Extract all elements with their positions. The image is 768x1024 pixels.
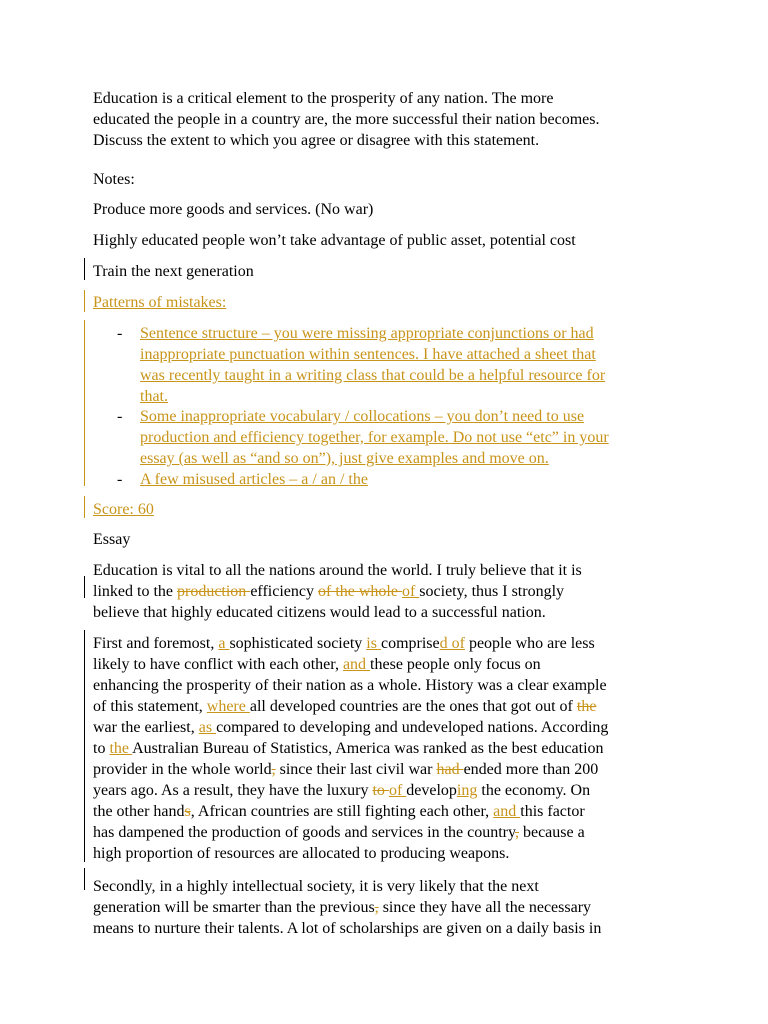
essay-text: because a <box>518 824 585 841</box>
inserted-text: the <box>109 740 133 757</box>
essay-prompt <box>93 88 693 151</box>
change-bar <box>84 868 85 890</box>
score-label: Score: 60 <box>93 501 154 518</box>
inserted-text: of <box>388 782 407 799</box>
essay-text: linked to the <box>93 583 177 600</box>
deleted-text: production <box>176 583 251 600</box>
essay-text: , African countries are still fighting each other, <box>190 803 494 820</box>
essay-heading: Essay <box>93 531 131 548</box>
prompt-line: Discuss the extent to which you agree or disagree with this statement. <box>93 132 540 149</box>
feedback-bullet <box>140 323 740 407</box>
deleted-text: had <box>436 761 464 778</box>
notes-heading: Notes: <box>93 171 135 188</box>
change-bar <box>84 630 85 862</box>
essay-text: since they have all the necessary <box>378 899 592 916</box>
feedback-line: that. <box>140 388 168 405</box>
feedback-line: production and efficiency together, for example. Do not use “etc” in your <box>140 429 609 446</box>
essay-text: people who are less <box>464 635 595 652</box>
inserted-text: d of <box>439 635 465 652</box>
bullet-marker: - <box>117 325 123 342</box>
essay-text: this factor <box>520 803 585 820</box>
essay-text: society, thus I strongly <box>419 583 565 600</box>
essay-text: believe that highly educated citizens would lead to a successful nation. <box>93 604 546 621</box>
essay-text: provider in the whole world <box>93 761 272 778</box>
bullet-marker: - <box>117 471 123 488</box>
notes-item: Produce more goods and services. (No war) <box>93 201 374 218</box>
essay-text: compared to developing and undeveloped nations. According <box>216 719 609 736</box>
inserted-text: as <box>198 719 217 736</box>
feedback-line: essay (as well as “and so on”), just give examples and move on. <box>140 450 549 467</box>
notes-item: Highly educated people won’t take advantage of public asset, potential cost <box>93 232 576 249</box>
change-bar <box>84 576 85 598</box>
essay-text: ended more than 200 <box>463 761 599 778</box>
feedback-line: was recently taught in a writing class that could be a helpful resource for <box>140 367 606 384</box>
inserted-text: where <box>206 698 250 715</box>
change-bar <box>84 258 85 280</box>
deleted-text: to <box>372 782 389 799</box>
essay-text: war the earliest, <box>93 719 199 736</box>
feedback-bullet <box>140 406 740 469</box>
change-bar <box>84 320 85 486</box>
essay-text: the economy. On <box>477 782 591 799</box>
deleted-text: , <box>271 761 276 778</box>
inserted-text: and <box>342 656 371 673</box>
deleted-text: , <box>374 899 379 916</box>
essay-text: to <box>93 740 110 757</box>
deleted-text: of the whole <box>317 583 402 600</box>
essay-paragraph-2 <box>93 633 693 864</box>
essay-text: First and foremost, <box>93 635 219 652</box>
feedback-line: Some inappropriate vocabulary / collocations – you don’t need to use <box>140 408 585 425</box>
change-bar <box>84 496 85 518</box>
essay-text: develop <box>406 782 457 799</box>
essay-text: sophisticated society <box>229 635 367 652</box>
essay-text: likely to have conflict with each other, <box>93 656 343 673</box>
essay-text: efficiency <box>250 583 318 600</box>
essay-text: comprise <box>380 635 440 652</box>
essay-paragraph-3 <box>93 876 693 939</box>
inserted-text: a <box>218 635 230 652</box>
bullet-marker: - <box>117 408 123 425</box>
essay-text: since their last civil war <box>275 761 437 778</box>
inserted-text: and <box>493 803 521 820</box>
essay-text: means to nurture their talents. A lot of scholarships are given on a daily basis in <box>93 920 602 937</box>
inserted-text: ing <box>456 782 478 799</box>
feedback-line: inappropriate punctuation within sentences. I have attached a sheet that <box>140 346 596 363</box>
deleted-text: s <box>184 803 191 820</box>
feedback-bullet <box>140 469 740 490</box>
essay-text: enhancing the prosperity of their nation as a whole. History was a clear example <box>93 677 607 694</box>
essay-text: all developed countries are the ones that got out of <box>249 698 577 715</box>
feedback-heading: Patterns of mistakes: <box>93 294 227 311</box>
essay-text: years ago. As a result, they have the luxury <box>93 782 373 799</box>
essay-text: has dampened the production of goods and services in the country <box>93 824 515 841</box>
essay-text: of this statement, <box>93 698 207 715</box>
essay-text: the other hand <box>93 803 185 820</box>
prompt-line: Education is a critical element to the prosperity of any nation. The more <box>93 90 554 107</box>
essay-text: Australian Bureau of Statistics, America was ranked as the best education <box>132 740 604 757</box>
feedback-line: Sentence structure – you were missing appropriate conjunctions or had <box>140 325 594 342</box>
deleted-text: the <box>576 698 597 715</box>
deleted-text: , <box>514 824 519 841</box>
notes-item: Train the next generation <box>93 263 254 280</box>
inserted-text: of <box>401 583 420 600</box>
inserted-text: is <box>366 635 381 652</box>
essay-text: Secondly, in a highly intellectual society, it is very likely that the next <box>93 878 539 895</box>
essay-text: high proportion of resources are allocated to producing weapons. <box>93 845 510 862</box>
prompt-line: educated the people in a country are, the more successful their nation becomes. <box>93 111 600 128</box>
change-bar <box>84 290 85 312</box>
essay-text: Education is vital to all the nations around the world. I truly believe that it is <box>93 562 582 579</box>
essay-text: these people only focus on <box>370 656 541 673</box>
essay-text: generation will be smarter than the previous <box>93 899 375 916</box>
essay-paragraph-1 <box>93 560 693 623</box>
feedback-line: A few misused articles – a / an / the <box>140 471 368 488</box>
